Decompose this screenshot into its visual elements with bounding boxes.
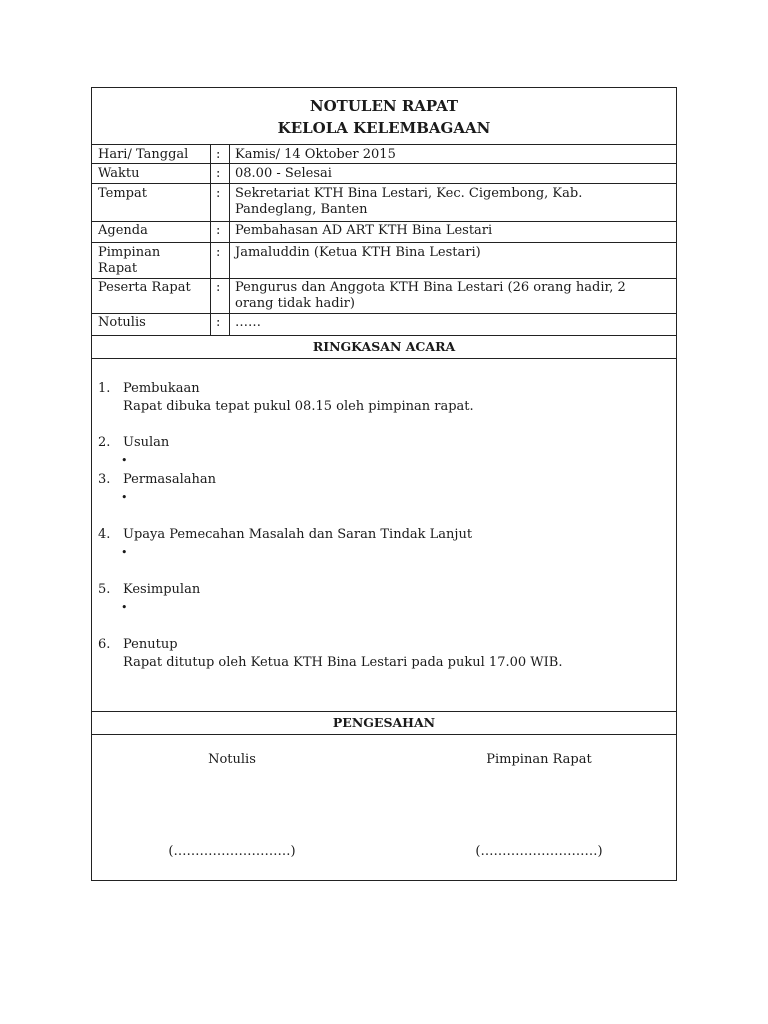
info-value: Sekretariat KTH Bina Lestari, Kec. Cigembong, Kab. Pandeglang, Banten bbox=[235, 186, 583, 217]
info-colon: : bbox=[216, 245, 221, 260]
approval-body bbox=[92, 735, 676, 880]
bullet-point: • bbox=[121, 601, 128, 614]
info-label: Agenda bbox=[98, 223, 148, 238]
document-title bbox=[92, 88, 676, 145]
info-colon: : bbox=[216, 166, 221, 181]
info-value: Jamaluddin (Ketua KTH Bina Lestari) bbox=[235, 245, 481, 260]
info-label: Peserta Rapat bbox=[98, 280, 191, 295]
info-label: Waktu bbox=[98, 166, 140, 181]
info-colon: : bbox=[216, 147, 221, 162]
info-value: Pembahasan AD ART KTH Bina Lestari bbox=[235, 223, 493, 238]
chair-signature-line: (………………………) bbox=[475, 844, 603, 859]
section-heading-approval: PENGESAHAN bbox=[92, 712, 676, 735]
bullet-point: • bbox=[121, 546, 128, 559]
item-number: 4. bbox=[98, 527, 111, 542]
info-label: Tempat bbox=[98, 186, 147, 201]
info-row-agenda bbox=[92, 222, 676, 243]
title-line-2: KELOLA KELEMBAGAAN bbox=[277, 119, 491, 137]
info-row-time bbox=[92, 164, 676, 184]
info-row-participants bbox=[92, 279, 676, 314]
item-title: Kesimpulan bbox=[123, 582, 201, 597]
item-title: Upaya Pemecahan Masalah dan Saran Tindak Lanjut bbox=[123, 527, 473, 542]
item-number: 2. bbox=[98, 435, 111, 450]
bullet-point: • bbox=[121, 454, 128, 467]
summary-body bbox=[92, 359, 676, 712]
item-title: Usulan bbox=[123, 435, 170, 450]
info-row-date bbox=[92, 145, 676, 164]
info-value: 08.00 - Selesai bbox=[235, 166, 332, 181]
info-label: Pimpinan Rapat bbox=[98, 245, 161, 276]
info-value: …… bbox=[235, 315, 261, 330]
section-heading-summary: RINGKASAN ACARA bbox=[92, 336, 676, 359]
item-number: 1. bbox=[98, 381, 111, 396]
info-label: Hari/ Tanggal bbox=[98, 147, 189, 162]
info-colon: : bbox=[216, 315, 221, 330]
info-colon: : bbox=[216, 223, 221, 238]
item-number: 5. bbox=[98, 582, 111, 597]
info-colon: : bbox=[216, 280, 221, 295]
item-title: Permasalahan bbox=[123, 472, 216, 487]
info-label: Notulis bbox=[98, 315, 146, 330]
item-detail: Rapat ditutup oleh Ketua KTH Bina Lestari pada pukul 17.00 WIB. bbox=[123, 655, 563, 670]
notetaker-role: Notulis bbox=[208, 752, 256, 767]
item-number: 3. bbox=[98, 472, 111, 487]
item-title: Pembukaan bbox=[123, 381, 200, 396]
bullet-point: • bbox=[121, 491, 128, 504]
info-row-place bbox=[92, 184, 676, 222]
notetaker-signature-line: (………………………) bbox=[168, 844, 296, 859]
title-line-1: NOTULEN RAPAT bbox=[309, 97, 459, 115]
item-detail: Rapat dibuka tepat pukul 08.15 oleh pimpinan rapat. bbox=[123, 399, 474, 414]
meeting-minutes-document bbox=[91, 87, 677, 881]
item-title: Penutup bbox=[123, 637, 178, 652]
info-row-chair bbox=[92, 243, 676, 279]
chair-role: Pimpinan Rapat bbox=[486, 752, 592, 767]
info-row-notetaker bbox=[92, 314, 676, 336]
item-number: 6. bbox=[98, 637, 111, 652]
info-value: Pengurus dan Anggota KTH Bina Lestari (26 orang hadir, 2 orang tidak hadir) bbox=[235, 280, 626, 311]
info-colon: : bbox=[216, 186, 221, 201]
info-value: Kamis/ 14 Oktober 2015 bbox=[235, 147, 396, 162]
